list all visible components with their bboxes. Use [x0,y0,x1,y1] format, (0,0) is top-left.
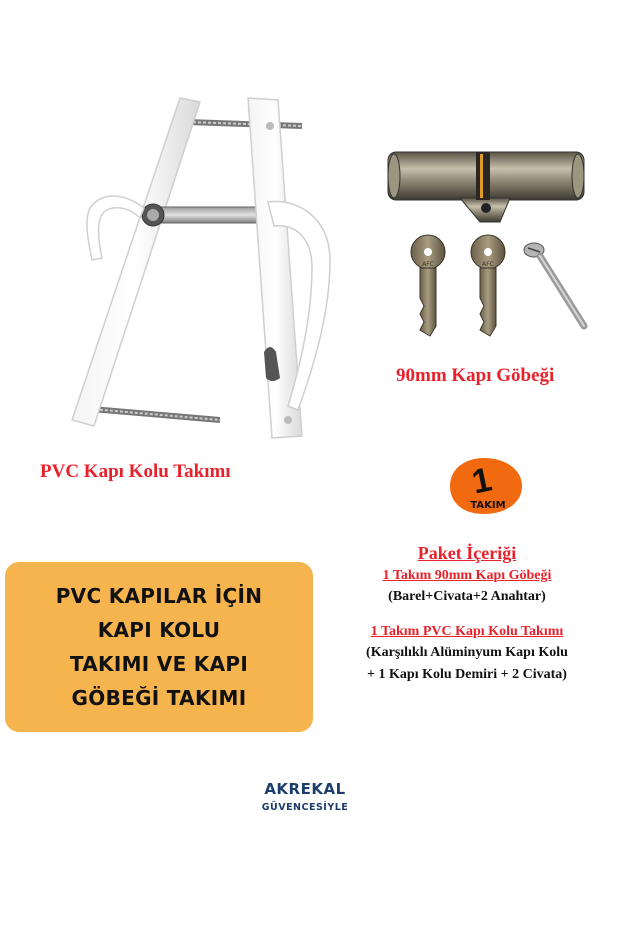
headline-line-2: KAPI KOLU [97,618,221,642]
badge-label: TAKIM [470,500,506,511]
cylinder-caption: 90mm Kapı Göbeği [396,365,555,386]
key-1 [411,235,445,336]
package-contents-title: Paket İçeriği [417,543,517,563]
item2-detail-line-2: + 1 Kapı Kolu Demiri + 2 Civata) [367,667,567,682]
headline-line-4: GÖBEĞİ TAKIMI [71,686,247,710]
one-set-badge [442,456,526,516]
door-cylinder-with-keys-image [380,130,600,350]
headline-line-1: PVC KAPILAR İÇİN [55,584,263,608]
pvc-door-handle-set-image [40,90,340,450]
headline-banner [5,562,313,732]
svg-text:AFC: AFC [422,261,434,268]
item2-detail-line-1: (Karşılıklı Alüminyum Kapı Kolu [366,645,568,660]
package-contents [322,540,612,686]
brand-name: AKREKAL [264,780,346,798]
brand-logo [230,780,380,813]
screw [524,243,584,326]
item1-detail: (Barel+Civata+2 Anahtar) [388,589,546,604]
cylinder-body [388,152,584,222]
headline-line-3: TAKIMI VE KAPI [69,652,249,676]
item1-title: 1 Takım 90mm Kapı Göbeği [382,568,552,583]
badge-number: 1 [468,460,495,502]
key-2 [471,235,505,336]
item2-title: 1 Takım PVC Kapı Kolu Takımı [370,624,564,639]
handle-set-caption: PVC Kapı Kolu Takımı [40,461,231,482]
brand-tagline: GÜVENCESİYLE [261,802,349,813]
svg-text:AFC: AFC [482,261,494,268]
